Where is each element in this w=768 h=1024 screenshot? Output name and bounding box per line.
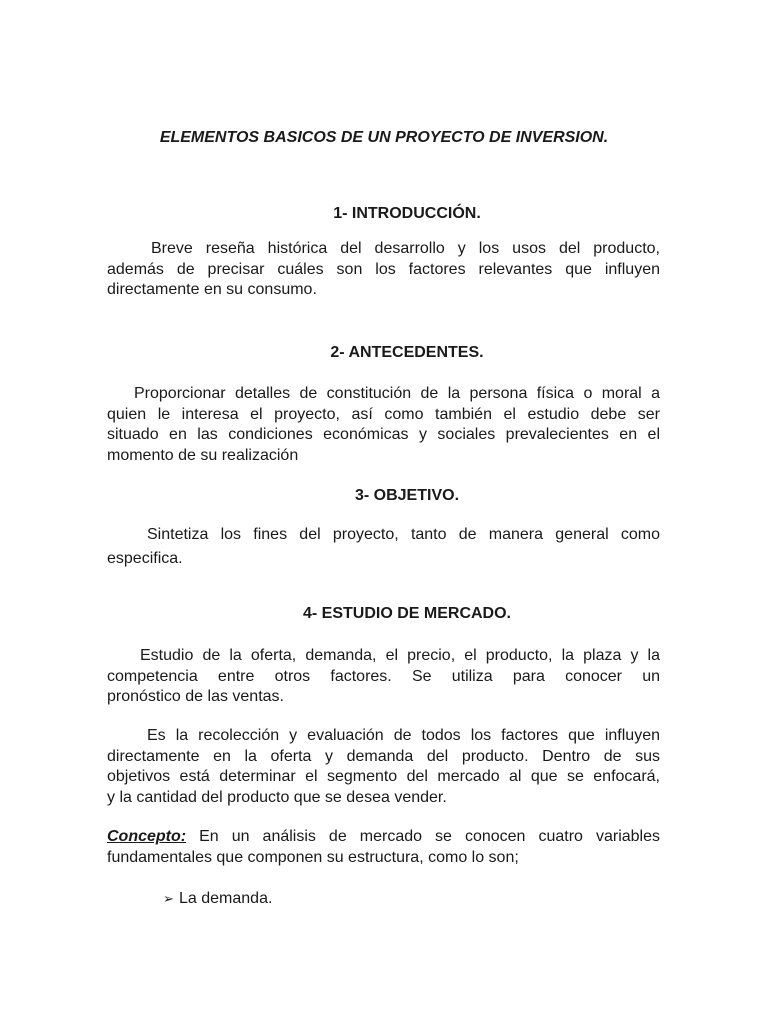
text-line: [107, 827, 660, 848]
text-line: Sintetiza los fines del proyecto, tanto de manera general como: [147, 526, 660, 543]
concepto-text: En un análisis de mercado se conocen cuatro variables: [186, 828, 660, 845]
paragraph-mercado-1: [107, 646, 660, 708]
text-line: directamente en su consumo.: [107, 281, 317, 298]
text-line: además de precisar cuáles son los factores relevantes que influyen: [107, 260, 660, 278]
paragraph-mercado-2: [107, 726, 660, 808]
heading-objetivo: 3- OBJETIVO.: [354, 487, 460, 504]
text-line: Es la recolección y evaluación de todos los factores que influyen: [147, 727, 660, 744]
text-line: especifica.: [107, 550, 183, 567]
text-line: fundamentales que componen su estructura, como lo son;: [107, 848, 519, 866]
text-line: y la cantidad del producto que se desea vender.: [107, 788, 447, 806]
text-line: Estudio de la oferta, demanda, el precio, el producto, la plaza y la: [140, 647, 660, 664]
text-line: pronóstico de las ventas.: [107, 688, 284, 705]
paragraph-objetivo: [107, 523, 660, 571]
list-item-text: La demanda.: [179, 890, 273, 907]
text-line: quien le interesa el proyecto, así como también el estudio debe ser: [107, 405, 660, 423]
text-line: Proporcionar detalles de constitución de la persona física o moral a: [134, 385, 660, 402]
heading-introduccion: 1- INTRODUCCIÓN.: [333, 205, 481, 222]
heading-estudio-mercado: 4- ESTUDIO DE MERCADO.: [302, 605, 511, 622]
heading-antecedentes: 2- ANTECEDENTES.: [330, 344, 484, 361]
text-line: objetivos está determinar el segmento del mercado al que se enfocará,: [107, 768, 660, 785]
paragraph-introduccion: [107, 239, 660, 301]
text-line: momento de su realización: [107, 446, 299, 464]
text-line: Breve reseña histórica del desarrollo y los usos del producto,: [151, 240, 660, 257]
text-line: competencia entre otros factores. Se utiliza para conocer un: [107, 667, 660, 685]
paragraph-antecedentes: [107, 384, 660, 466]
list-item: [163, 889, 272, 909]
arrow-bullet-icon: ➢: [163, 891, 174, 906]
concepto-label: Concepto:: [107, 828, 187, 845]
document-title: ELEMENTOS BASICOS DE UN PROYECTO DE INVERSION.: [159, 129, 609, 146]
text-line: situado en las condiciones económicas y sociales prevalecientes en el: [107, 426, 660, 443]
paragraph-concepto: [107, 827, 660, 868]
text-line: directamente en la oferta y demanda del producto. Dentro de sus: [107, 747, 660, 765]
